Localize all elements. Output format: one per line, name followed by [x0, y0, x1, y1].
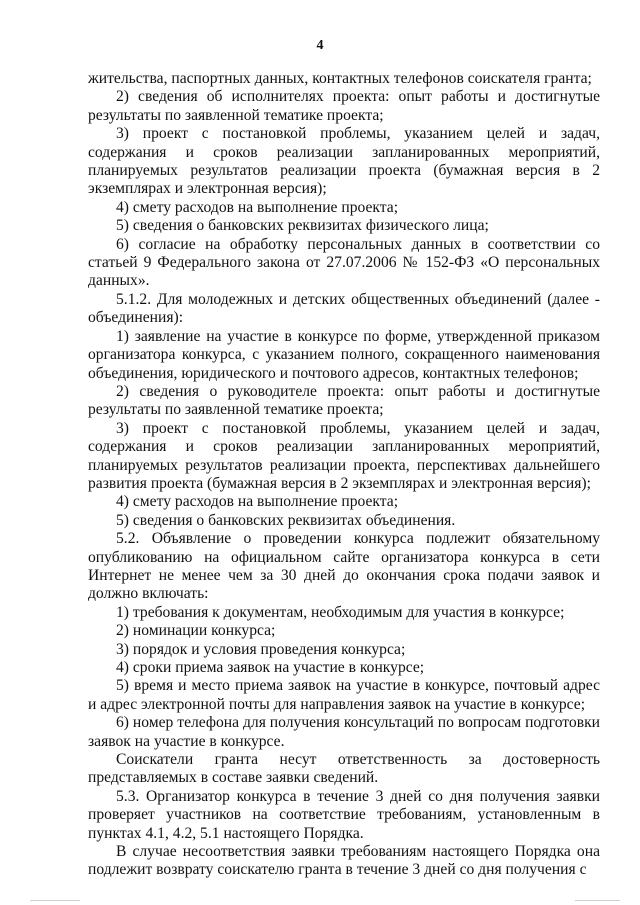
paragraph: 3) проект с постановкой проблемы, указанием целей и задач, содержания и сроков реализации запланированных мероприятий, планируемых результатов реализации проекта, перспективах дальнейшего развития проекта (бумажная версия в 2 экземплярах и электронная версия); — [88, 419, 600, 492]
paragraph: Соискатели гранта несут ответственность за достоверность представляемых в составе заявки сведений. — [88, 751, 600, 787]
paragraph: 5) сведения о банковских реквизитах физического лица; — [116, 217, 489, 235]
page-number: 4 — [316, 38, 324, 53]
paragraph: 4) смету расходов на выполнение проекта; — [116, 198, 399, 216]
paragraph: жительства, паспортных данных, контактных телефонов соискателя гранта; — [88, 70, 592, 87]
paragraph: 2) сведения об исполнителях проекта: опыт работы и достигнутые результаты по заявленной тематике проекта; — [88, 88, 600, 124]
scan-edge-mark — [575, 900, 620, 901]
paragraph: 5.2. Объявление о проведении конкурса подлежит обязательному опубликованию на официальном сайте организатора конкурса в сети Интернет не менее чем за 30 дней до окончания срока подачи заявок и должно включать: — [88, 530, 600, 603]
paragraph: 2) номинации конкурса; — [116, 622, 276, 640]
paragraph: 3) порядок и условия проведения конкурса; — [116, 640, 406, 658]
paragraph: 5) время и место приема заявок на участие в конкурсе, почтовый адрес и адрес электронной почты для направления заявок на участие в конкурсе; — [88, 677, 600, 713]
paragraph: 1) требования к документам, необходимым для участия в конкурсе; — [116, 603, 565, 621]
paragraph: 5.1.2. Для молодежных и детских общественных объединений (далее - объединения): — [88, 290, 600, 327]
paragraph: 3) проект с постановкой проблемы, указанием целей и задач, содержания и сроков реализации запланированных мероприятий, планируемых результатов реализации проекта (бумажная версия в 2 экземплярах и электронная версия); — [88, 125, 600, 198]
paragraph: В случае несоответствия заявки требованиям настоящего Порядка она подлежит возврату соискателю гранта в течение 3 дней со дня получения с — [88, 843, 600, 879]
document-body — [88, 70, 600, 880]
paragraph: 4) смету расходов на выполнение проекта; — [116, 493, 399, 511]
paragraph: 1) заявление на участие в конкурсе по форме, утвержденной приказом организатора конкурса, с указанием полного, сокращенного наименования объединения, юридического и почтового адресов, контактных телефонов; — [88, 327, 600, 382]
paragraph: 2) сведения о руководителе проекта: опыт работы и достигнутые результаты по заявленной тематике проекта; — [88, 382, 600, 419]
paragraph: 6) согласие на обработку персональных данных в соответствии со статьей 9 Федерального закона от 27.07.2006 № 152-ФЗ «О персональных данных». — [88, 235, 600, 290]
paragraph: 6) номер телефона для получения консультаций по вопросам подготовки заявок на участие в конкурсе. — [88, 714, 600, 750]
paragraph: 5.3. Организатор конкурса в течение 3 дней со дня получения заявки проверяет участников на соответствие требованиям, установленным в пунктах 4.1, 4.2, 5.1 настоящего Порядка. — [88, 787, 600, 842]
scan-edge-mark — [30, 900, 80, 901]
paragraph: 5) сведения о банковских реквизитах объединения. — [116, 511, 456, 529]
paragraph: 4) сроки приема заявок на участие в конкурсе; — [116, 659, 425, 676]
